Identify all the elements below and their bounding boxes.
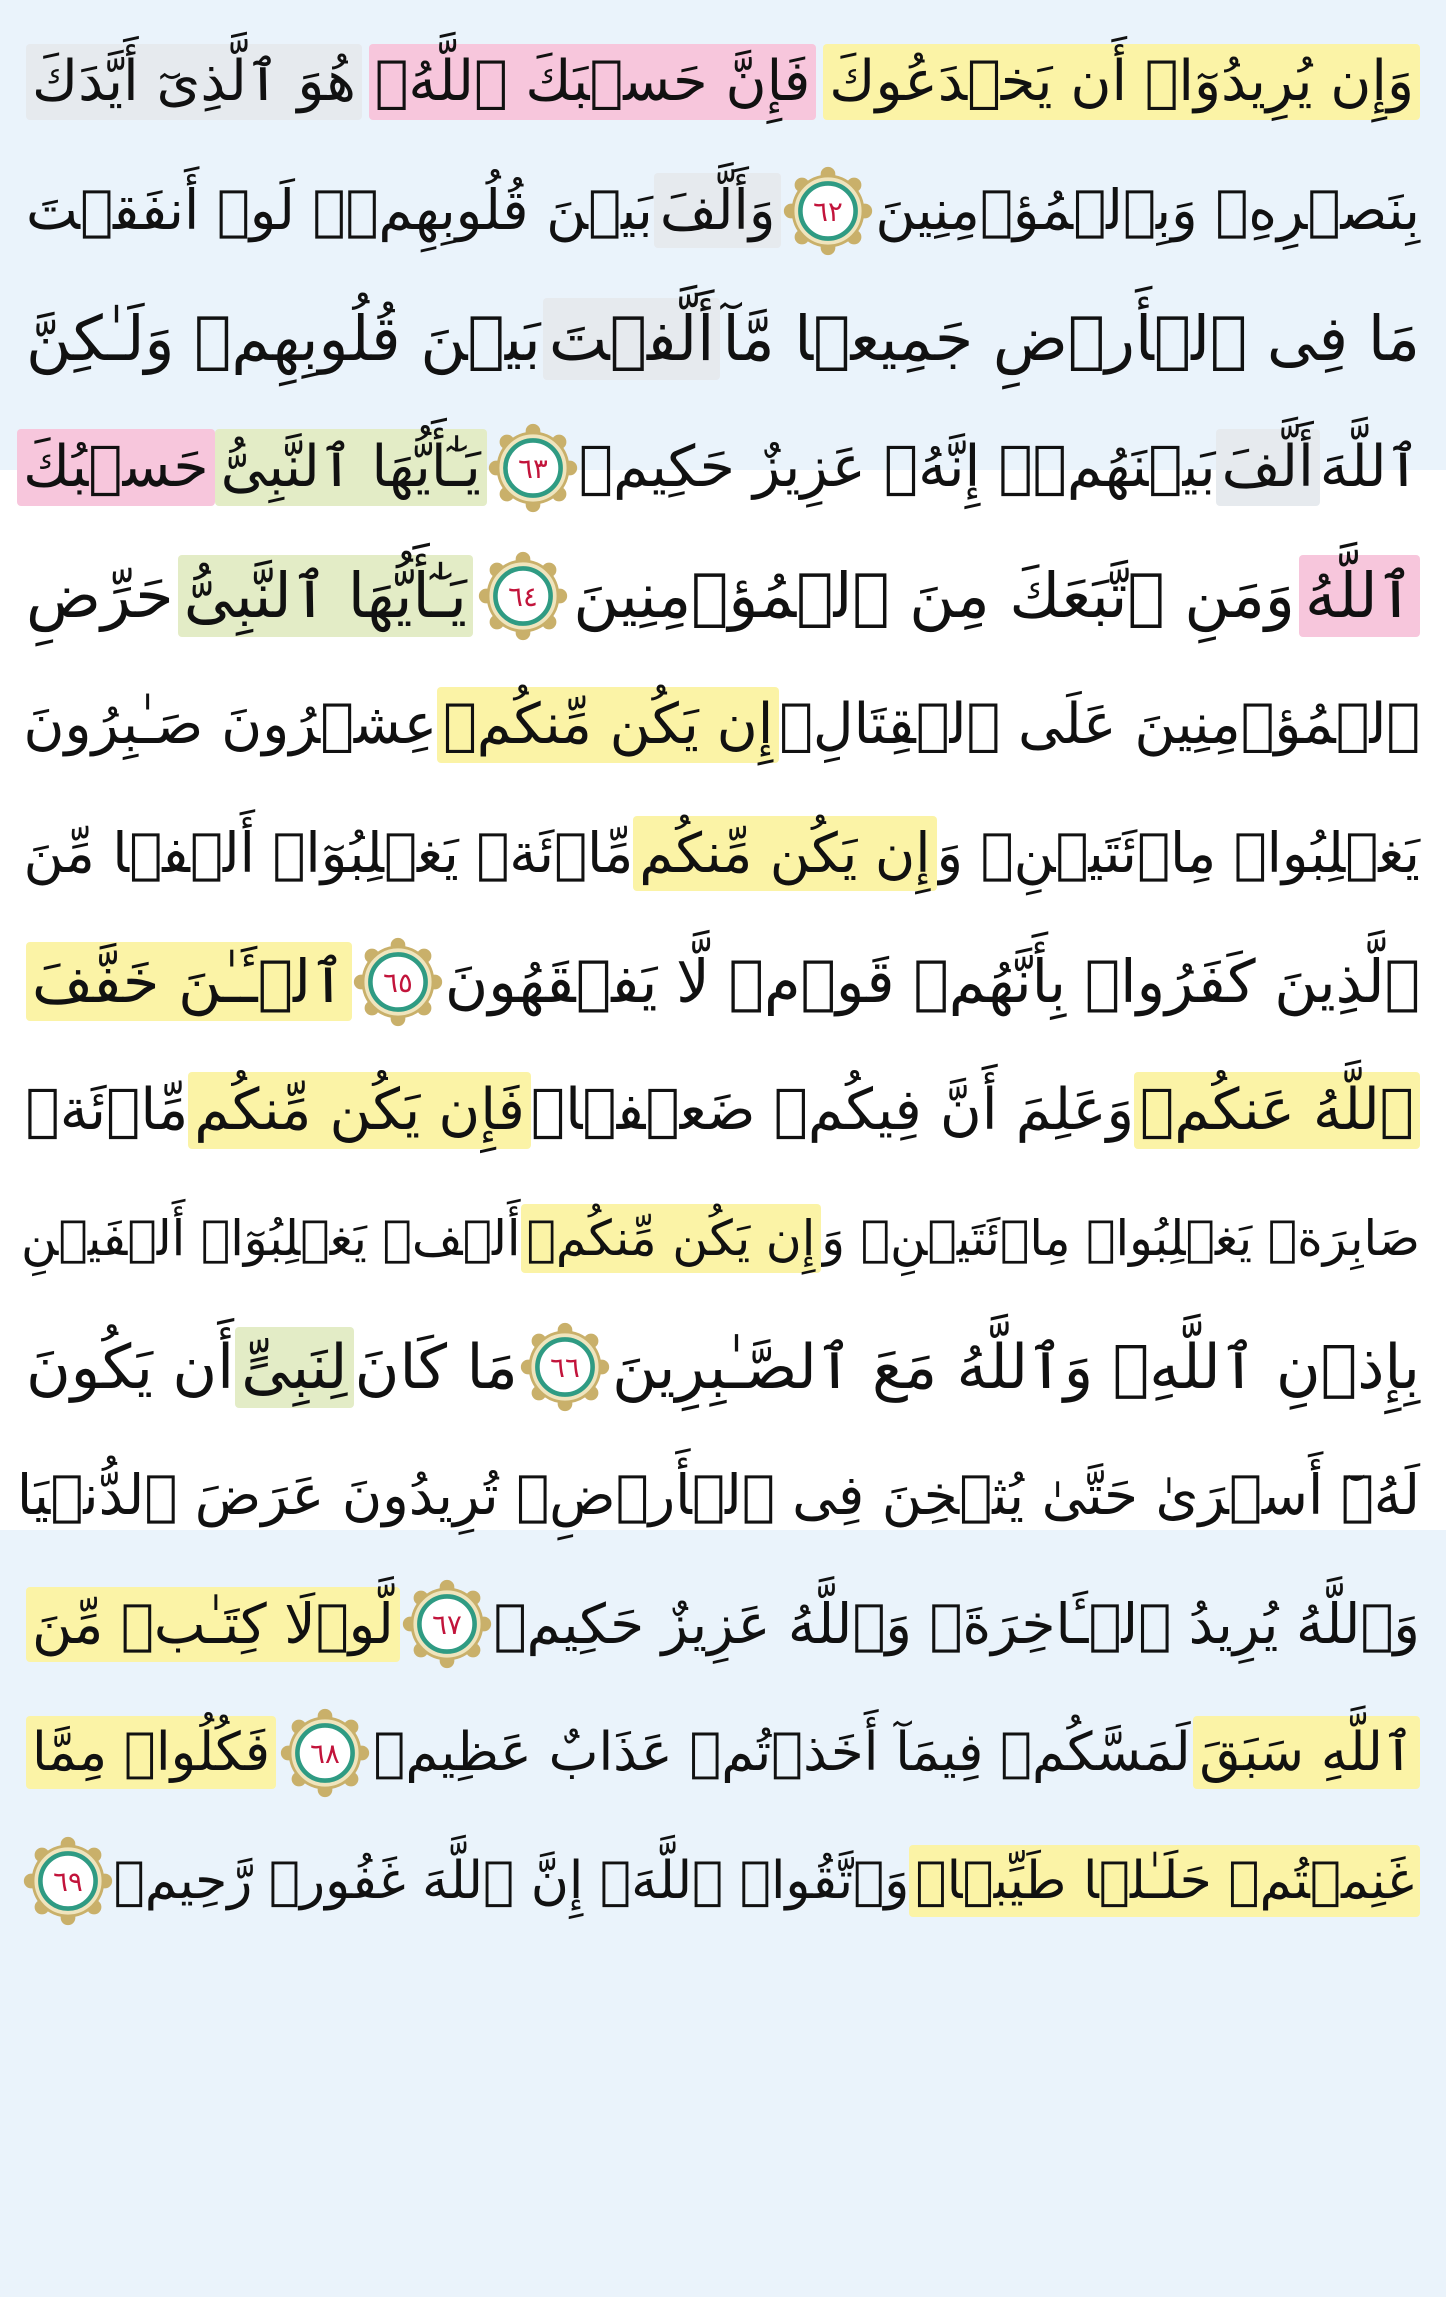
verse-text: وَٱتَّقُوا۟ ٱللَّهَۚ إِنَّ ٱللَّهَ غَفُورࣱ رَّحِیمࣱ	[113, 1851, 910, 1912]
verse-number: ٦٧	[431, 1608, 462, 1642]
verse-number: ٦٢	[813, 194, 844, 228]
highlighted-phrase: وَإِن يُرِيدُوٓا۟ أَن يَخۡدَعُوكَ	[823, 44, 1420, 120]
text-line	[18, 532, 1428, 661]
verse-end-icon	[487, 422, 579, 514]
highlighted-phrase: فَإِن یَكُن مِّنكُم	[188, 1072, 531, 1149]
text-line	[18, 1560, 1428, 1689]
highlighted-phrase: وَأَلَّفَ	[654, 173, 782, 248]
verse-text: أَلۡفࣱ یَغۡلِبُوٓا۟ أَلۡفَیۡنِ	[21, 1210, 521, 1268]
text-line	[18, 1046, 1428, 1175]
highlighted-phrase: ٱللَّهُ	[1299, 555, 1420, 637]
verse-number: ٦٦	[550, 1351, 580, 1385]
text-lines	[18, 18, 1428, 1946]
text-line	[18, 18, 1428, 147]
verse-text: بِإِذۡنِ ٱللَّهِۗ وَٱللَّهُ مَعَ ٱلصَّـٰبِرِینَ	[612, 1331, 1420, 1403]
verse-number: ٦٥	[383, 965, 414, 999]
highlighted-phrase: ٱلۡـَٔـٰنَ خَفَّفَ	[26, 942, 352, 1021]
verse-number: ٦٤	[508, 580, 538, 614]
verse-end-icon	[22, 1835, 114, 1927]
highlighted-phrase: إِن یَكُن مِّنكُمۡ	[521, 1204, 822, 1273]
verse-text: بَیۡنَ قُلُوبِهِمۡۚ لَوۡ أَنفَقۡتَ	[26, 178, 653, 243]
text-line	[18, 918, 1428, 1047]
verse-text: وَٱللَّهُ یُرِیدُ ٱلۡـَٔاخِرَةَۗ وَٱللَّهُ عَزِیزٌ حَكِیمࣱ	[493, 1591, 1420, 1656]
highlighted-phrase: ٱللَّهِ سَبَقَ	[1193, 1716, 1420, 1789]
highlighted-phrase: فَكُلُوا۟ مِمَّا	[26, 1716, 276, 1789]
verse-text: بَیۡنَ قُلُوبِهِمۡ وَلَـٰكِنَّ	[26, 302, 541, 376]
verse-text: لَمَسَّكُمۡ فِیمَآ أَخَذۡتُمۡ عَذَابٌ عَظِیمࣱ	[373, 1722, 1191, 1784]
highlighted-phrase: یَـٰٓأَیُّهَا ٱلنَّبِیُّ	[178, 555, 473, 637]
text-line	[18, 147, 1428, 276]
verse-end-icon	[401, 1578, 493, 1670]
verse-text: ٱلۡمُؤۡمِنِینَ عَلَى ٱلۡقِتَالِۚ	[779, 691, 1420, 757]
highlighted-phrase: إِن یَكُن مِّنكُم	[633, 816, 936, 891]
text-line	[18, 661, 1428, 790]
highlighted-phrase: ٱللَّهُ عَنكُمۡ	[1134, 1072, 1420, 1149]
verse-text: ٱللَّهَ	[1319, 434, 1420, 501]
verse-text: مَا كَانَ	[354, 1331, 518, 1403]
verse-number: ٦٩	[52, 1865, 83, 1899]
verse-text: عِشۡرُونَ صَـٰبِرُونَ	[23, 691, 438, 757]
text-line	[18, 404, 1428, 533]
verse-text: صَابِرَةࣱ یَغۡلِبُوا۟ مِا۟ئَتَیۡنِۚ وَ	[821, 1210, 1420, 1268]
verse-text: أَن یَكُونَ	[26, 1331, 235, 1403]
text-line	[18, 1303, 1428, 1432]
verse-text: بِنَصۡرِهِۦ وَبِٱلۡمُؤۡمِنِینَ	[875, 178, 1420, 243]
highlighted-phrase: غَنِمۡتُمۡ حَلَـٰلࣰا طَیِّبࣰاۚ	[909, 1845, 1420, 1917]
text-line	[18, 1175, 1428, 1304]
verse-end-icon	[477, 550, 569, 642]
highlighted-phrase: هُوَ ٱلَّذِیٓ أَیَّدَكَ	[26, 44, 362, 120]
verse-text: مَا فِی ٱلۡأَرۡضِ جَمِیعࣰا مَّآ	[722, 302, 1420, 376]
verse-number: ٦٨	[310, 1736, 340, 1770]
verse-text: وَمَنِ ٱتَّبَعَكَ مِنَ ٱلۡمُؤۡمِنِینَ	[573, 559, 1295, 633]
verse-end-icon	[352, 936, 444, 1028]
verse-text: بَیۡنَهُمۡۚ إِنَّهُۥ عَزِیزٌ حَكِیمࣱ	[578, 434, 1216, 501]
verse-text: یَغۡلِبُوا۟ مِا۟ئَتَیۡنِۚ وَ	[936, 820, 1420, 885]
verse-text: لَهُۥٓ أَسۡرَىٰ حَتَّىٰ یُثۡخِنَ فِی ٱلۡأَرۡضِۚ تُرِیدُونَ عَرَضَ ٱلدُّنۡیَا	[16, 1463, 1420, 1528]
highlighted-phrase: حَسۡبُكَ	[17, 429, 215, 506]
highlighted-phrase: لِنَبِیٍّ	[235, 1327, 353, 1408]
verse-text: مِّا۟ئَةࣱ	[25, 1076, 189, 1143]
verse-text: حَرِّضِ	[26, 559, 174, 633]
highlighted-phrase: أَلَّفَ	[1216, 429, 1320, 506]
verse-text: ٱلَّذِینَ كَفَرُوا۟ بِأَنَّهُمۡ قَوۡمࣱ لَّا یَفۡقَهُونَ	[444, 947, 1420, 1017]
highlighted-phrase: فَإِنَّ حَسۡبَكَ ٱللَّهُۚ	[369, 44, 817, 120]
verse-text: مِّا۟ئَةࣱ یَغۡلِبُوٓا۟ أَلۡفࣰا مِّنَ	[23, 820, 634, 885]
verse-end-icon	[782, 165, 874, 257]
verse-end-icon	[519, 1321, 611, 1413]
text-line	[18, 1432, 1428, 1561]
verse-end-icon	[279, 1707, 371, 1799]
verse-number: ٦٣	[518, 451, 548, 485]
text-line	[18, 789, 1428, 918]
highlighted-phrase: أَلَّفۡتَ	[543, 298, 721, 380]
highlighted-phrase: إِن یَكُن مِّنكُمۡ	[437, 687, 779, 763]
highlighted-phrase: یَـٰٓأَیُّهَا ٱلنَّبِیُّ	[215, 429, 487, 506]
verse-text: وَعَلِمَ أَنَّ فِیكُمۡ ضَعۡفࣰاۚ	[530, 1076, 1135, 1143]
text-line	[18, 1817, 1428, 1946]
text-line	[18, 275, 1428, 404]
highlighted-phrase: لَّوۡلَا كِتَـٰبࣱ مِّنَ	[26, 1587, 400, 1662]
text-line	[18, 1689, 1428, 1818]
